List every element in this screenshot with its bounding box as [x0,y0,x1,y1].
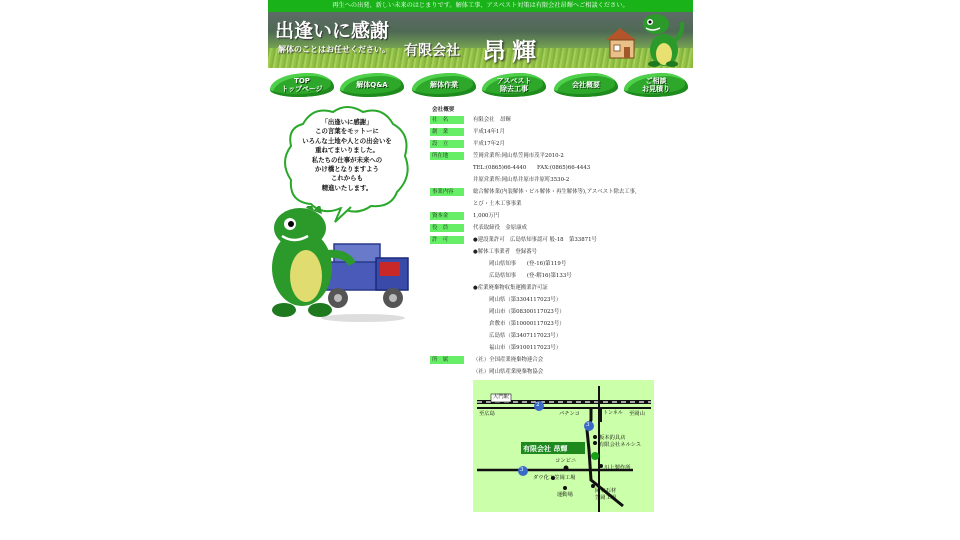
value-name: 有限会社 昂輝 [473,117,511,123]
value-license-line: 福山市（第9100117023号） [473,345,562,351]
header-title: 出逢いに感謝 [275,20,390,42]
value-license-line: 岡山市（第08300117023号） [473,309,565,315]
map-company-marker: 有限会社 昂輝 [523,444,568,453]
label-capital: 資本金 [430,212,464,220]
value-license-line: 広島県知事 (登-解16)第133号 [473,273,572,279]
map-label-station: 大門駅 [493,394,509,400]
company-prefix: 有限会社 [404,43,460,59]
map-label-dow: ダウ化工笠岡工場 [533,475,576,481]
header-subtitle: 解体のことはお任せください。 [278,45,390,54]
nav-contact-label: ご相談 お見積り [642,77,670,93]
access-map [473,380,654,512]
map-label-conv: コンビニ [555,458,577,464]
label-officers: 役 員 [430,224,464,232]
bubble-line: 精進いたします。 [321,183,373,192]
value-license-line: 広島県（第3407117023号） [473,333,562,339]
dinosaur-mascot-icon [638,12,688,68]
map-label-nelsons: 有限会社ネルシス [599,442,642,448]
speech-bubble [283,104,411,216]
value-license-line: 岡山県（第3304117023号） [473,297,562,303]
bubble-line: この言葉をモットーに [315,127,379,136]
nav-asbestos-label: アスベスト 除去工事 [496,77,532,93]
section-title: 会社概要 [432,107,455,113]
nav-contact-button[interactable] [624,71,688,99]
map-label-okamoto: 岡本石材 [595,488,617,494]
value-address-line: TEL:(0865)66-4440 FAX:(0865)66-4443 [473,165,591,171]
value-capital: 1,000万円 [473,213,500,219]
map-label-okayama: 至岡山 [629,411,645,417]
nav-top-button[interactable] [270,71,334,99]
value-license-line: ●解体工事業者 登録番号 [473,249,538,255]
bubble-text [291,118,403,193]
nav-top-label: TOP トップページ [281,77,323,93]
label-address: 所在地 [430,152,464,160]
dinosaur-truck-illustration [268,206,413,324]
label-license: 許 可 [430,236,464,244]
map-label-undo: 運動場 [557,492,573,498]
value-license-line: 岡山県知事 (登-16)第119号 [473,261,567,267]
page [268,0,693,540]
bubble-line: 「出逢いに感謝」 [321,118,373,126]
label-established: 設 立 [430,140,464,148]
value-membership-line: （社）岡山県産業廃棄物協会 [473,369,544,375]
value-license-line: ●建設業許可 広島県知事認可 般-18 第33871号 [473,237,597,243]
value-officers: 代表取締役 金原康成 [473,225,527,231]
value-address-line: 井原営業所:岡山県井原市井原町3530-2 [473,177,570,183]
value-business-line: とび・土木工事事業 [473,201,522,207]
map-label-kosai: 板本釣具店 [599,435,626,441]
header-banner [268,12,693,68]
main-navigation [268,71,693,101]
map-route-2-icon: 2 [536,402,540,408]
label-business: 事業内容 [430,188,464,196]
nav-company-label: 会社概要 [572,81,600,89]
nav-demolition-button[interactable] [412,71,476,99]
nav-demolition-label: 解体作業 [430,81,458,89]
map-route-3-icon: 3 [586,422,590,428]
map-label-pachinko: パチンコ [559,411,580,417]
bubble-line: いろんな土地や人との出会いを [302,136,392,145]
bubble-line: 重ねてまいりました。 [315,146,379,155]
top-banner: 再生への出発、新しい未来のはじまりです。解体工事、アスベスト対策は有限会社昂輝へご相談ください。 [268,0,693,12]
value-address-line: 笠岡営業所:岡山県笠岡市茂平2010-2 [473,153,564,159]
label-founded: 創 業 [430,128,464,136]
bubble-line: 私たちの仕事が未来への [311,155,383,164]
value-business-line: 総合解体業(内装解体・ビル解体・再生解体等),アスベスト除去工事, [473,189,637,195]
value-license-line: ●産業廃棄物収集運搬業許可証 [473,285,548,291]
map-route-3-icon: 3 [520,467,524,473]
map-label-okamoto2: 笠岡工場 [595,495,617,501]
value-license-line: 倉敷市（第10000117023号） [473,321,565,327]
nav-qa-button[interactable] [340,71,404,99]
bubble-line: かけ橋となりますよう [315,165,379,174]
nav-company-button[interactable] [554,71,618,99]
nav-qa-label: 解体Q&A [356,81,388,89]
nav-asbestos-button[interactable] [482,71,546,99]
map-label-kawakami: 川上製作所 [604,465,631,471]
map-label-tunnel: トンネル [603,410,623,416]
label-membership: 所 属 [430,356,464,364]
company-name: 昂輝 [482,38,542,66]
map-label-kasahiro: 至広島 [479,411,495,417]
label-name: 社 名 [430,116,464,124]
value-membership-line: （社）全国産業廃棄物連合会 [473,357,544,363]
value-established: 平成17年2月 [473,141,505,147]
bubble-line: これからも [331,174,363,183]
value-founded: 平成14年1月 [473,129,505,135]
